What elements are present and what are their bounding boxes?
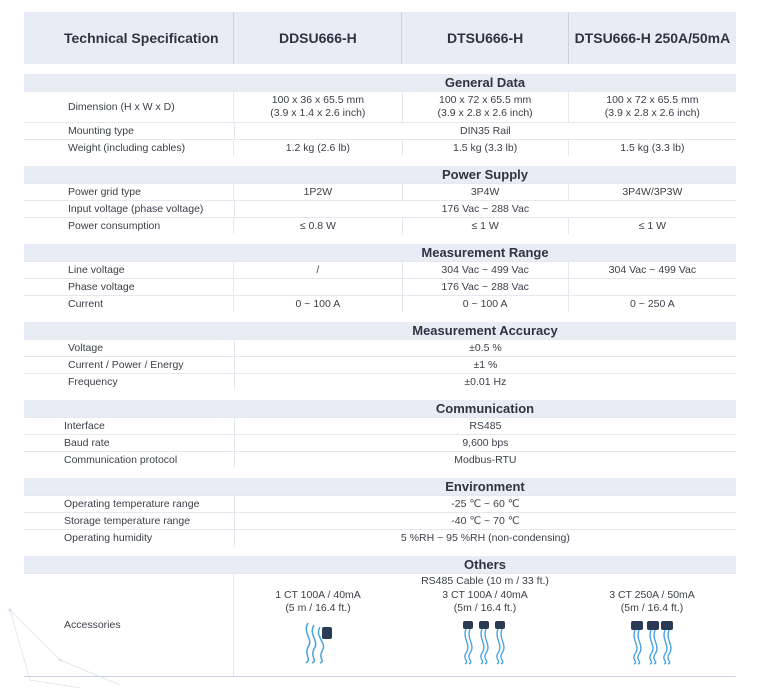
cell: 3P4W/3P3W (568, 184, 736, 200)
header-dtsu666: DTSU666-H (401, 12, 567, 64)
section-range: Measurement Range (24, 244, 736, 261)
section-environment: Environment (24, 478, 736, 495)
table-row (24, 122, 736, 139)
table-row (24, 434, 736, 451)
section-others: Others (24, 556, 736, 573)
cell: -40 ℃ ~ 70 ℃ (234, 513, 736, 529)
cell: 0 ~ 100 A (402, 296, 568, 312)
cell: ≤ 1 W (568, 218, 736, 234)
row-label: Voltage (68, 341, 104, 354)
accessories-cell (233, 574, 736, 676)
row-label: Power grid type (68, 185, 141, 198)
header-spec: Technical Specification (64, 30, 219, 46)
section-communication: Communication (24, 400, 736, 417)
section-general: General Data (24, 74, 736, 91)
accessory-items (234, 589, 736, 676)
accessory-3: 3 CT 250A / 50mA (5m / 16.4 ft.) (568, 589, 736, 676)
cell: -25 ℃ ~ 60 ℃ (234, 496, 736, 512)
row-label: Accessories (64, 618, 121, 631)
cell: ≤ 0.8 W (233, 218, 401, 234)
cell: 1.5 kg (3.3 lb) (568, 140, 736, 156)
table-row (24, 200, 736, 217)
row-label: Storage temperature range (64, 514, 191, 527)
table-row (24, 451, 736, 468)
row-label: Current (68, 297, 104, 310)
table-row (24, 217, 736, 234)
rs485-cable: RS485 Cable (10 m / 33 ft.) (421, 575, 549, 587)
row-label: Frequency (68, 375, 118, 388)
row-label: Operating humidity (64, 531, 153, 544)
header-dtsu666-250a: DTSU666-H 250A/50mA (568, 12, 736, 64)
cell: 100 x 72 x 65.5 mm (3.9 x 2.8 x 2.6 inch) (568, 92, 736, 122)
row-label: Input voltage (phase voltage) (68, 202, 204, 215)
spec-table (24, 12, 736, 677)
ct-cable-icon (627, 619, 677, 665)
row-label: Dimension (H x W x D) (68, 100, 175, 113)
cell: 3P4W (402, 184, 568, 200)
row-label: Interface (64, 419, 105, 432)
cell: 0 ~ 100 A (233, 296, 401, 312)
table-row (24, 278, 736, 295)
decorative-network-lines (0, 600, 200, 688)
row-label: Line voltage (68, 263, 125, 276)
cell: 0 ~ 250 A (568, 296, 736, 312)
cell: RS485 (234, 418, 736, 434)
table-row (24, 373, 736, 390)
cell: 9,600 bps (234, 435, 736, 451)
cell: 100 x 36 x 65.5 mm (3.9 x 1.4 x 2.6 inch) (233, 92, 401, 122)
row-label: Operating temperature range (64, 497, 200, 510)
ct-cable-icon (457, 619, 513, 665)
cell: ±1 % (234, 357, 736, 373)
cell: 176 Vac ~ 288 Vac (234, 201, 736, 217)
cell: DIN35 Rail (234, 123, 736, 139)
row-label: Communication protocol (64, 453, 178, 466)
cell: ±0.5 % (234, 340, 736, 356)
accessory-2: 3 CT 100A / 40mA (5m / 16.4 ft.) (402, 589, 568, 676)
cell (568, 279, 736, 295)
table-row (24, 356, 736, 373)
cell: ±0.01 Hz (234, 374, 736, 390)
table-row (24, 183, 736, 200)
cell: 304 Vac ~ 499 Vac (568, 262, 736, 278)
row-label: Current / Power / Energy (68, 358, 184, 371)
cell: 1P2W (233, 184, 401, 200)
row-label: Mounting type (68, 124, 134, 137)
table-row (24, 512, 736, 529)
section-power: Power Supply (24, 166, 736, 183)
table-row (24, 529, 736, 546)
cell: 5 %RH ~ 95 %RH (non-condensing) (234, 530, 736, 546)
cell: Modbus-RTU (234, 452, 736, 468)
table-row (24, 339, 736, 356)
cell: 1.2 kg (2.6 lb) (233, 140, 401, 156)
table-row (24, 91, 736, 122)
ct-cable-icon (298, 619, 338, 665)
table-header (24, 12, 736, 64)
cell: 176 Vac ~ 288 Vac (402, 279, 568, 295)
row-label: Weight (including cables) (68, 141, 186, 154)
table-row (24, 139, 736, 156)
cell: 304 Vac ~ 499 Vac (402, 262, 568, 278)
table-row (24, 495, 736, 512)
row-label: Power consumption (68, 219, 161, 232)
cell: 100 x 72 x 65.5 mm (3.9 x 2.8 x 2.6 inch) (402, 92, 568, 122)
cell: / (233, 262, 401, 278)
table-row (24, 417, 736, 434)
cell (233, 279, 401, 295)
table-row (24, 295, 736, 312)
row-label: Baud rate (64, 436, 110, 449)
cell: 1.5 kg (3.3 lb) (402, 140, 568, 156)
header-ddsu666: DDSU666-H (233, 12, 401, 64)
cell: ≤ 1 W (402, 218, 568, 234)
section-accuracy: Measurement Accuracy (24, 322, 736, 339)
row-label: Phase voltage (68, 280, 135, 293)
table-row (24, 261, 736, 278)
accessory-1: 1 CT 100A / 40mA (5 m / 16.4 ft.) (234, 589, 402, 676)
